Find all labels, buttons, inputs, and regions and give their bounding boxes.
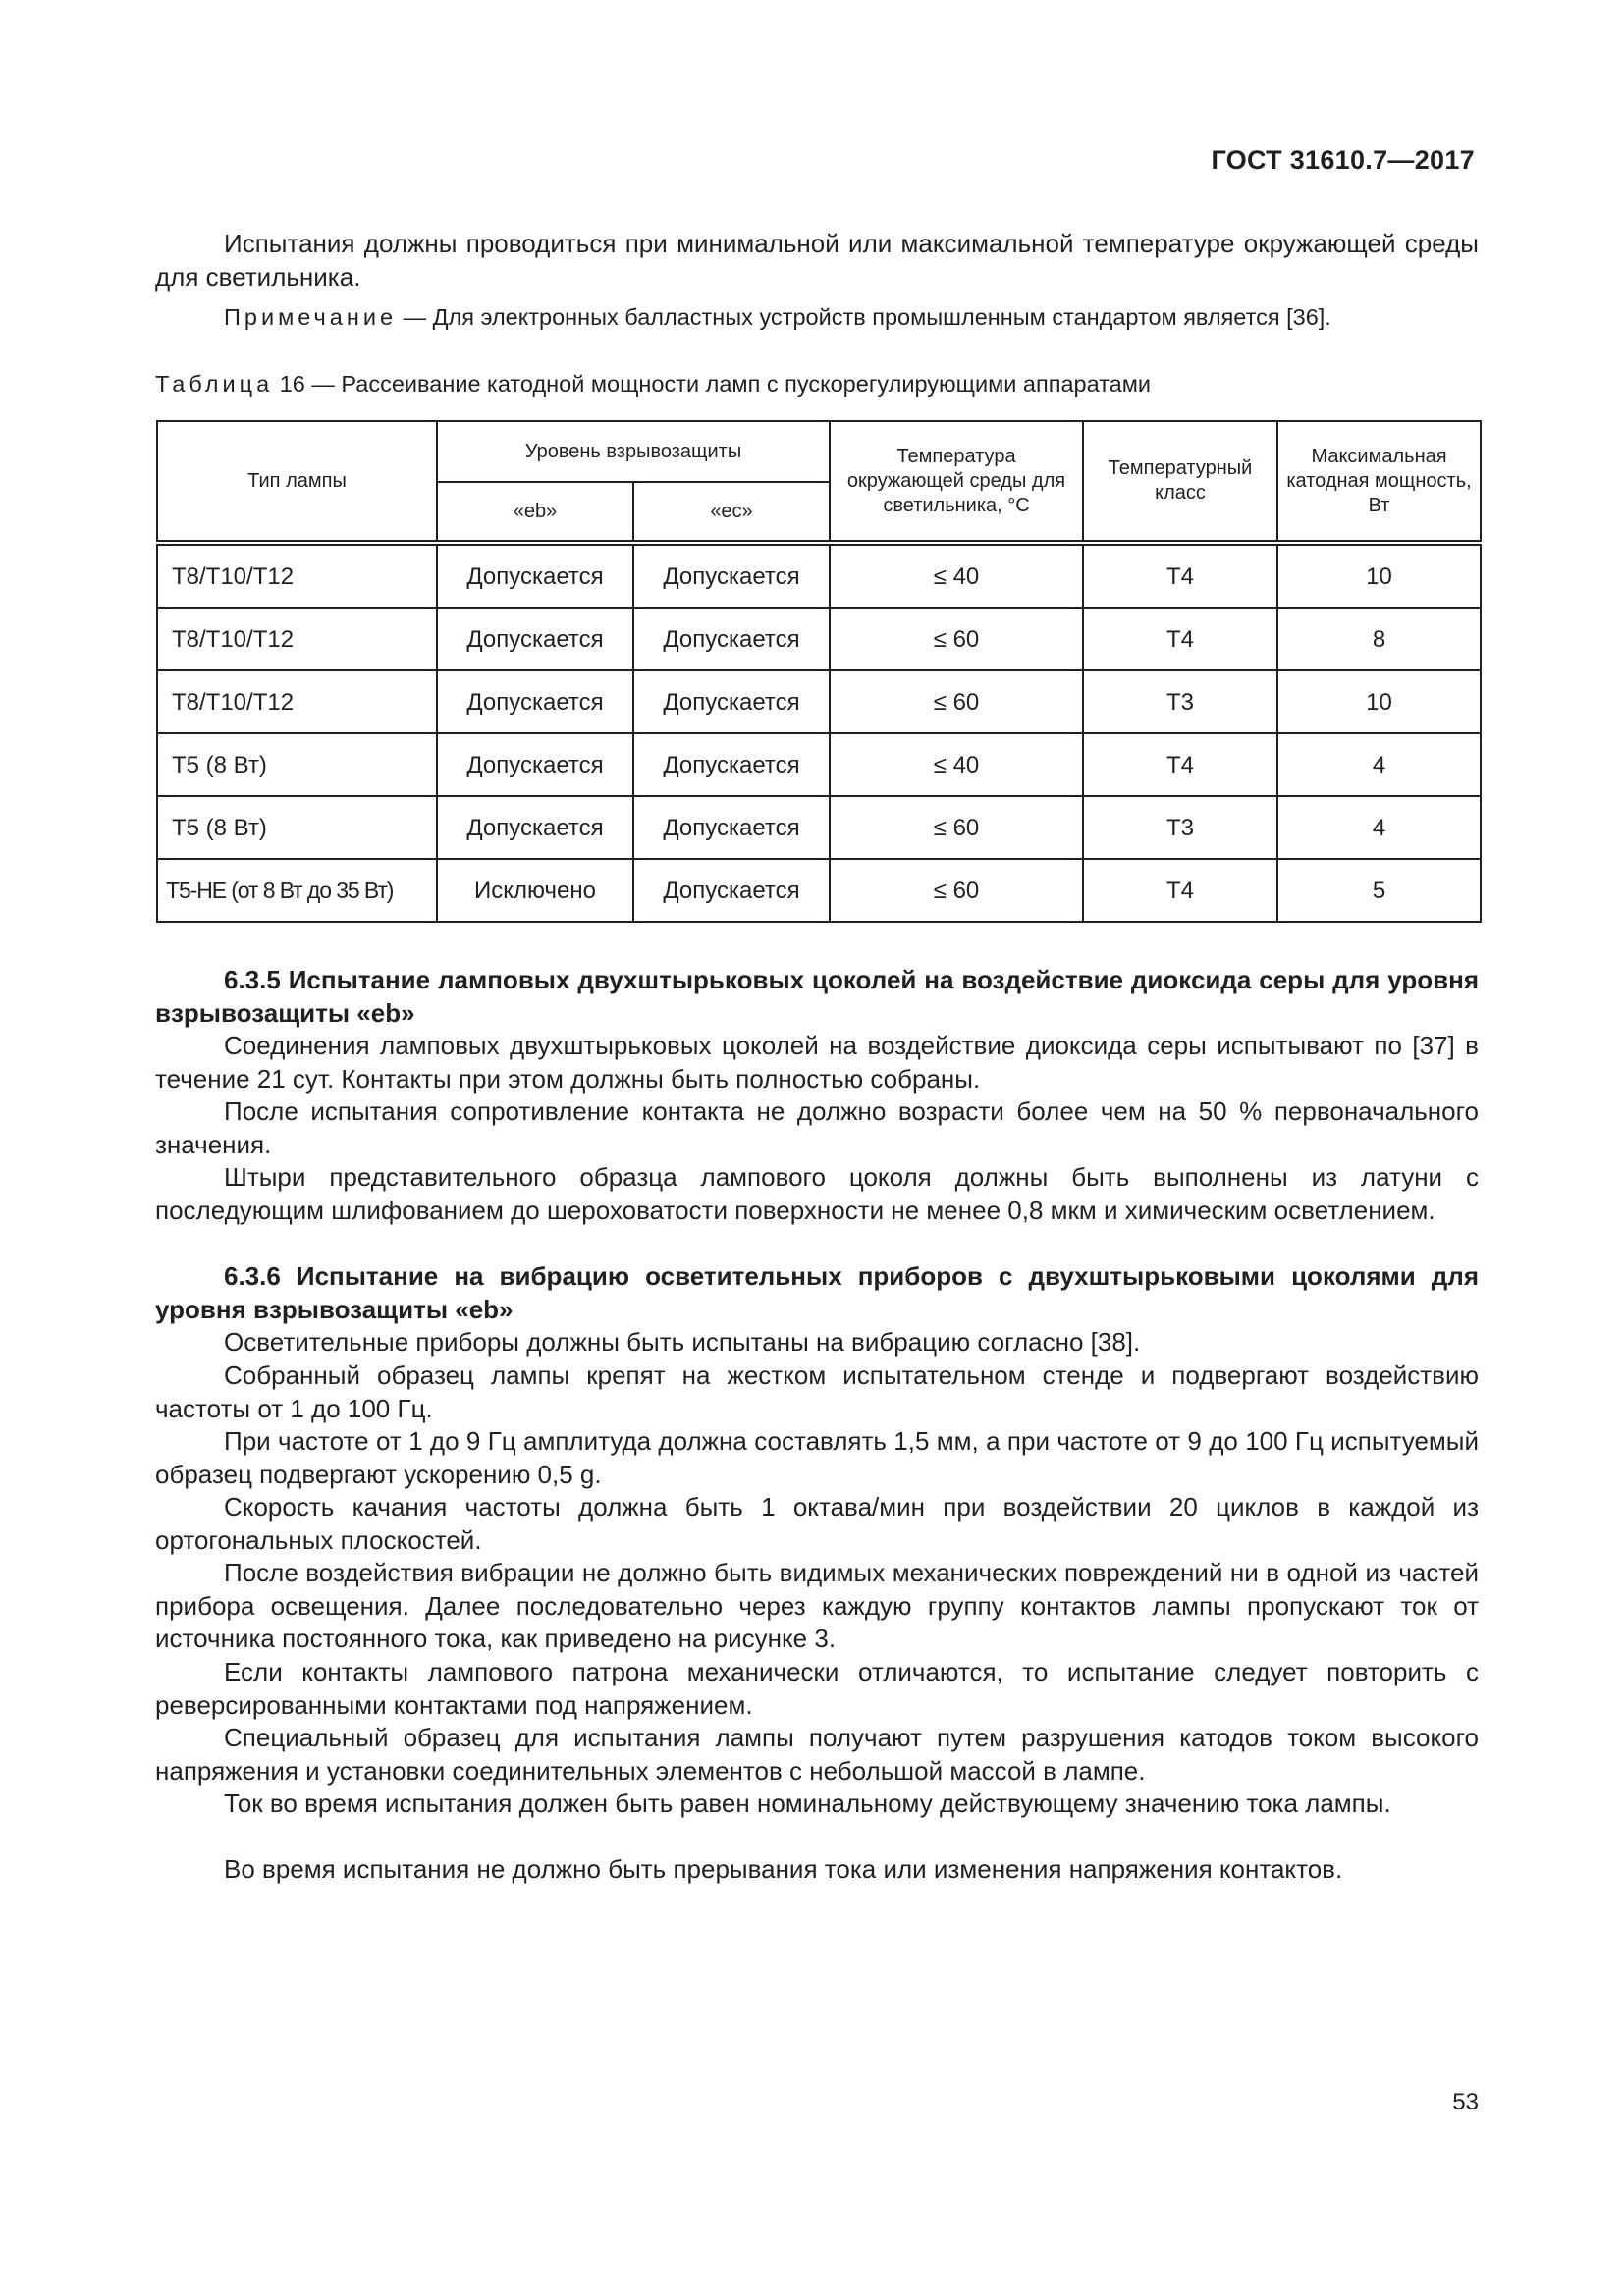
cell-eb: Исключено xyxy=(437,859,633,922)
table-row xyxy=(157,543,1481,608)
cell-max-power: 10 xyxy=(1277,670,1481,733)
cell-temp-class: T4 xyxy=(1083,859,1277,922)
cell-lamp-type: T8/T10/T12 xyxy=(157,543,437,608)
section-6-3-6-paragraph: Во время испытания не должно быть прерывания тока или изменения напряжения контактов. xyxy=(224,1854,1343,1884)
cell-lamp-type: T5 (8 Вт) xyxy=(157,733,437,796)
cell-ambient-temp: ≤ 60 xyxy=(830,608,1083,670)
note-text: — Для электронных балластных устройств промышленным стандартом является [36]. xyxy=(403,304,1331,330)
cell-max-power: 4 xyxy=(1277,733,1481,796)
intro-paragraph: Испытания должны проводиться при минимальной или максимальной температуре окружающей среды для светильника. xyxy=(155,229,1479,292)
section-6-3-6-paragraph: Если контакты лампового патрона механически отличаются, то испытание следует повторить с реверсированными контактами под напряжением. xyxy=(155,1657,1479,1720)
cell-eb: Допускается xyxy=(437,670,633,733)
page-number: 53 xyxy=(1452,2089,1479,2115)
section-6-3-6-paragraph: Специальный образец для испытания лампы получают путем разрушения катодов током высокого напряжения и установки соединительных элементов с небольшой массой в лампе. xyxy=(155,1723,1479,1786)
cell-lamp-type: T5-HE (от 8 Вт до 35 Вт) xyxy=(157,859,437,922)
section-6-3-6-paragraph: Осветительные приборы должны быть испытаны на вибрацию согласно [38]. xyxy=(224,1327,1141,1357)
cell-temp-class: T3 xyxy=(1083,796,1277,859)
header-eb: «eb» xyxy=(437,482,633,543)
section-6-3-5-heading: 6.3.5 Испытание ламповых двухштырьковых цоколей на воздействие диоксида серы для уровня взрывозащиты «eb» xyxy=(155,965,1479,1028)
cell-lamp-type: T8/T10/T12 xyxy=(157,608,437,670)
section-6-3-6-paragraph: После воздействия вибрации не должно быть видимых механических повреждений ни в одной из частей прибора освещения. Далее последовательно через каждую группу контактов лампы пропускают ток от источника постоянного тока, как приведено на рисунке 3. xyxy=(155,1558,1479,1653)
header-ec: «ec» xyxy=(633,482,830,543)
cell-ambient-temp: ≤ 40 xyxy=(830,543,1083,608)
cell-ambient-temp: ≤ 60 xyxy=(830,670,1083,733)
cell-eb: Допускается xyxy=(437,733,633,796)
table-row xyxy=(157,796,1481,859)
header-max-power: Максимальная катодная мощность, Вт xyxy=(1277,421,1481,543)
cell-ambient-temp: ≤ 40 xyxy=(830,733,1083,796)
table-row xyxy=(157,608,1481,670)
cell-ec: Допускается xyxy=(633,733,830,796)
note xyxy=(224,302,1331,332)
cell-max-power: 4 xyxy=(1277,796,1481,859)
table-caption-label: Таблица xyxy=(155,371,274,397)
header-protection-level: Уровень взрывозащиты xyxy=(437,421,830,482)
cell-eb: Допускается xyxy=(437,608,633,670)
table-row xyxy=(157,670,1481,733)
cell-temp-class: T4 xyxy=(1083,543,1277,608)
cell-ec: Допускается xyxy=(633,543,830,608)
cell-ambient-temp: ≤ 60 xyxy=(830,859,1083,922)
cell-eb: Допускается xyxy=(437,543,633,608)
header-lamp-type: Тип лампы xyxy=(157,421,437,543)
table-row xyxy=(157,859,1481,922)
cell-temp-class: T4 xyxy=(1083,733,1277,796)
section-6-3-5-paragraph: Соединения ламповых двухштырьковых цоколей на воздействие диоксида серы испытывают по [37] в течение 21 сут. Контакты при этом должны быть полностью собраны. xyxy=(155,1031,1479,1094)
cell-max-power: 5 xyxy=(1277,859,1481,922)
section-6-3-6-paragraph: При частоте от 1 до 9 Гц амплитуда должна составлять 1,5 мм, а при частоте от 9 до 100 Гц испытуемый образец подвергают ускорению 0,5 g. xyxy=(155,1426,1479,1489)
cell-temp-class: T4 xyxy=(1083,608,1277,670)
section-6-3-6-paragraph: Скорость качания частоты должна быть 1 октава/мин при воздействии 20 циклов в каждой из ортогональных плоскостей. xyxy=(155,1492,1479,1555)
cell-eb: Допускается xyxy=(437,796,633,859)
cell-lamp-type: T5 (8 Вт) xyxy=(157,796,437,859)
cell-ec: Допускается xyxy=(633,796,830,859)
cell-max-power: 10 xyxy=(1277,543,1481,608)
cell-max-power: 8 xyxy=(1277,608,1481,670)
cell-lamp-type: T8/T10/T12 xyxy=(157,670,437,733)
section-6-3-5-paragraph: После испытания сопротивление контакта не должно возрасти более чем на 50 % первоначального значения. xyxy=(155,1096,1479,1159)
section-6-3-6-paragraph: Ток во время испытания должен быть равен номинальному действующему значению тока лампы. xyxy=(224,1789,1391,1818)
cell-ec: Допускается xyxy=(633,859,830,922)
header-ambient-temp: Температура окружающей среды для светильника, °C xyxy=(830,421,1083,543)
cell-temp-class: T3 xyxy=(1083,670,1277,733)
table-caption-text: 16 — Рассеивание катодной мощности ламп с пускорегулирующими аппаратами xyxy=(279,371,1151,397)
section-6-3-6-paragraph: Собранный образец лампы крепят на жестком испытательном стенде и подвергают воздействию частоты от 1 до 100 Гц. xyxy=(155,1361,1479,1423)
lamp-power-table xyxy=(156,420,1482,923)
table-caption xyxy=(155,369,1151,399)
table-header xyxy=(157,421,1481,543)
cell-ec: Допускается xyxy=(633,670,830,733)
section-6-3-5-paragraph: Штыри представительного образца лампового цоколя должны быть выполнены из латуни с последующим шлифованием до шероховатости поверхности не менее 0,8 мкм и химическим осветлением. xyxy=(155,1162,1479,1225)
cell-ec: Допускается xyxy=(633,608,830,670)
table-row xyxy=(157,733,1481,796)
note-label: Примечание xyxy=(224,304,398,330)
section-6-3-6-heading: 6.3.6 Испытание на вибрацию осветительных приборов с двухштырьковыми цоколями для уровня взрывозащиты «eb» xyxy=(155,1261,1479,1324)
cell-ambient-temp: ≤ 60 xyxy=(830,796,1083,859)
document-header: ГОСТ 31610.7—2017 xyxy=(1211,145,1475,175)
header-temp-class: Температурный класс xyxy=(1083,421,1277,543)
